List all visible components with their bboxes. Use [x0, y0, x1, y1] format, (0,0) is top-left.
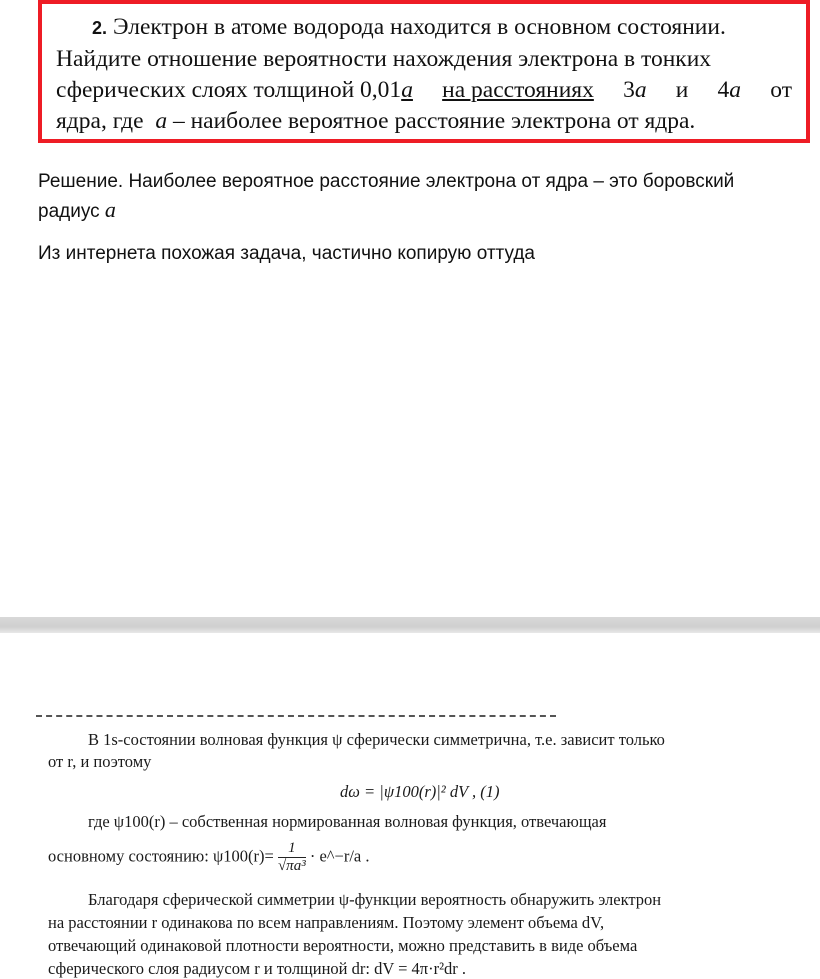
task-box — [38, 0, 810, 143]
bohr-radius-var: a — [104, 197, 116, 222]
scan-paragraph-6: отвечающий одинаковой плотности вероятности, можно представить в виде объема — [48, 936, 638, 955]
scan-paragraph-2: где ψ100(r) – собственная нормированная волновая функция, отвечающая — [88, 812, 607, 831]
scan-paragraph-1: В 1s-состоянии волновая функция ψ сферически симметрична, т.е. зависит только — [88, 730, 665, 749]
scan-paragraph-5: на расстоянии r одинакова по всем направлениям. Поэтому элемент объема dV, — [48, 913, 605, 932]
scan-paragraph-1b: от r, и поэтому — [48, 752, 152, 771]
task-line-2: Найдите отношение вероятности нахождения электрона в тонких — [56, 46, 712, 72]
var-a: a — [401, 77, 413, 103]
page-separator — [0, 617, 820, 633]
task-line-4: ядра, где a – наиболее вероятное расстояние электрона от ядра. — [56, 108, 696, 134]
equation-1: dω = |ψ100(r)|² dV , (1) — [340, 782, 500, 801]
scan-paragraph-4: Благодаря сферической симметрии ψ-функции вероятность обнаружить электрон — [88, 890, 662, 909]
source-note: Из интернета похожая задача, частично копирую оттуда — [38, 243, 535, 264]
wavefunction-fraction: $\frac{1}{\text{√πa³}}$ — [277, 840, 306, 874]
cut-dashes — [36, 715, 556, 719]
task-number: 2. — [92, 18, 108, 38]
task-line-3: сферических слоях толщиной 0,01a на расстояниях 3a и 4a от — [56, 77, 792, 103]
task-line-1: 2. Электрон в атоме водорода находится в основном состоянии. — [92, 14, 726, 40]
scan-paragraph-3: основному состоянию: ψ100(r)= $\frac{1}{\text{√πa³}}$ · e^−r/a . — [48, 840, 370, 874]
scan-paragraph-7: сферического слоя радиусом r и толщиной dr: dV = 4π·r²dr . — [48, 959, 467, 978]
solution-text: Решение. Наиболее вероятное расстояние электрона от ядра – это боровский радиус a — [38, 171, 735, 222]
